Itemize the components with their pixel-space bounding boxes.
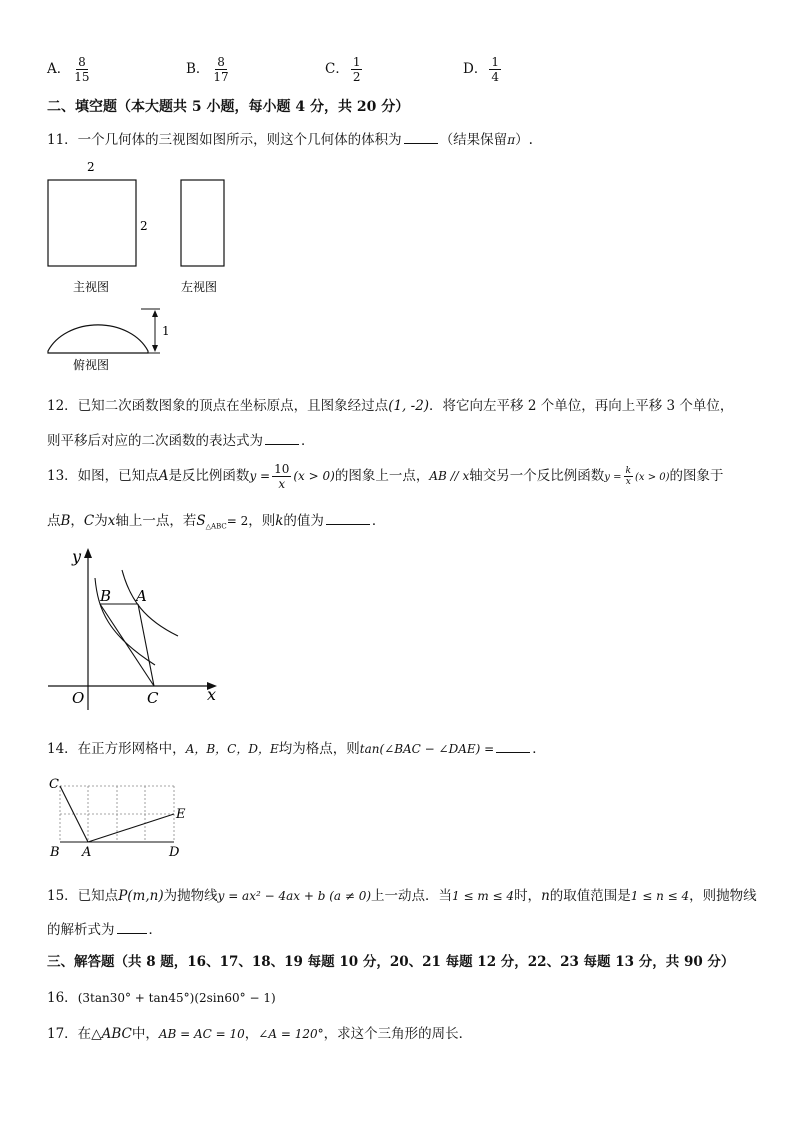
point-B-label: B [50, 845, 60, 860]
fraction: $\frac{8}{15}$ [74, 55, 90, 84]
question-11: 11．一个几何体的三视图如图所示，则这个几何体的体积为 （结果保留π）. [47, 132, 533, 148]
answer-blank [117, 921, 147, 934]
answer-blank [404, 131, 438, 144]
question-14: 14．在正方形网格中，A，B，C，D，E均为格点，则tan(∠BAC − ∠DAE) = ． [47, 741, 546, 757]
question-12: 12．已知二次函数图象的顶点在坐标原点，且图象经过点(1, -2)．将它向左平移 2 个单位，再向上平移 3 个单位， [47, 398, 734, 414]
origin-label: O [72, 689, 85, 707]
top-height-label: 1 [162, 324, 170, 338]
point-A-label: A [82, 845, 92, 860]
point-C-label: C [147, 689, 159, 707]
point-A-label: A [136, 587, 147, 605]
option-c: C． $\frac{1}{2}$ [325, 55, 361, 84]
question-12-line2: 则平移后对应的二次函数的表达式为 ． [47, 433, 315, 449]
question-17: 17．在△ABC中，AB = AC = 10，∠A = 120°，求这个三角形的周长． [47, 1026, 473, 1042]
question-13-line2: 点B，C为x轴上一点，若$S_{\triangle ABC}= 2$，则k的值为 ． [47, 513, 386, 531]
section-title: 二、填空题（本大题共 5 小题，每小题 4 分，共 20 分） [47, 99, 410, 115]
front-height-label: 2 [140, 219, 148, 233]
fraction: $\frac{k}{x}$ [625, 466, 631, 487]
fraction: $\frac{1}{2}$ [352, 55, 361, 84]
side-view-label: 左视图 [181, 280, 218, 294]
grid-lines [60, 786, 174, 842]
section-title: 三、解答题（共 8 题，16、17、18、19 每题 10 分，20、21 每题 12 分，22、23 每题 13 分，共 90 分） [47, 954, 735, 970]
front-view-label: 主视图 [73, 280, 110, 294]
arrow-head [152, 345, 158, 352]
curve-y-10-over-x [122, 570, 178, 636]
point-D-label: D [169, 845, 180, 860]
option-d: D． $\frac{1}{4}$ [463, 55, 499, 84]
answer-blank [326, 512, 370, 525]
inverse-function-figure [40, 540, 240, 715]
point-C-label: C [49, 777, 59, 792]
arrow-head [152, 310, 158, 317]
question-15: 15．已知点P(m,n)为抛物线y = ax² − 4ax + b (a ≠ 0)上一动点．当1 ≤ m ≤ 4时，n的取值范围是1 ≤ n ≤ 4，则抛物线 [47, 888, 757, 904]
question-15-line2: 的解析式为 ． [47, 922, 162, 938]
front-view [48, 180, 136, 266]
three-view-figure [40, 155, 240, 375]
option-a: A． $\frac{8}{15}$ [47, 55, 90, 84]
top-view [48, 325, 148, 353]
fraction: $\frac{10}{x}$ [274, 462, 290, 491]
side-view [181, 180, 224, 266]
question-13: 13．如图，已知点A是反比例函数y = $\frac{10}{x}$ (x > 0)的图象上一点，AB // x轴交另一个反比例函数y = $\frac{k}{x}$ (x > 0)的图象于 [47, 462, 724, 491]
y-axis-arrow [84, 548, 92, 558]
point-B-label: B [100, 587, 112, 605]
top-view-label: 俯视图 [73, 358, 110, 372]
answer-blank [265, 432, 299, 445]
fraction: $\frac{8}{17}$ [213, 55, 229, 84]
square-grid-figure [44, 772, 204, 860]
point-E-label: E [176, 807, 186, 822]
question-16: 16．(3tan30° + tan45°)(2sin60° − 1) [47, 990, 276, 1006]
y-label: y [72, 547, 82, 566]
segment-AE [88, 814, 174, 842]
x-label: x [207, 685, 217, 704]
fraction: $\frac{1}{4}$ [491, 55, 499, 84]
option-b: B． $\frac{8}{17}$ [186, 55, 229, 84]
front-width-label: 2 [87, 160, 95, 174]
answer-blank [496, 740, 530, 753]
